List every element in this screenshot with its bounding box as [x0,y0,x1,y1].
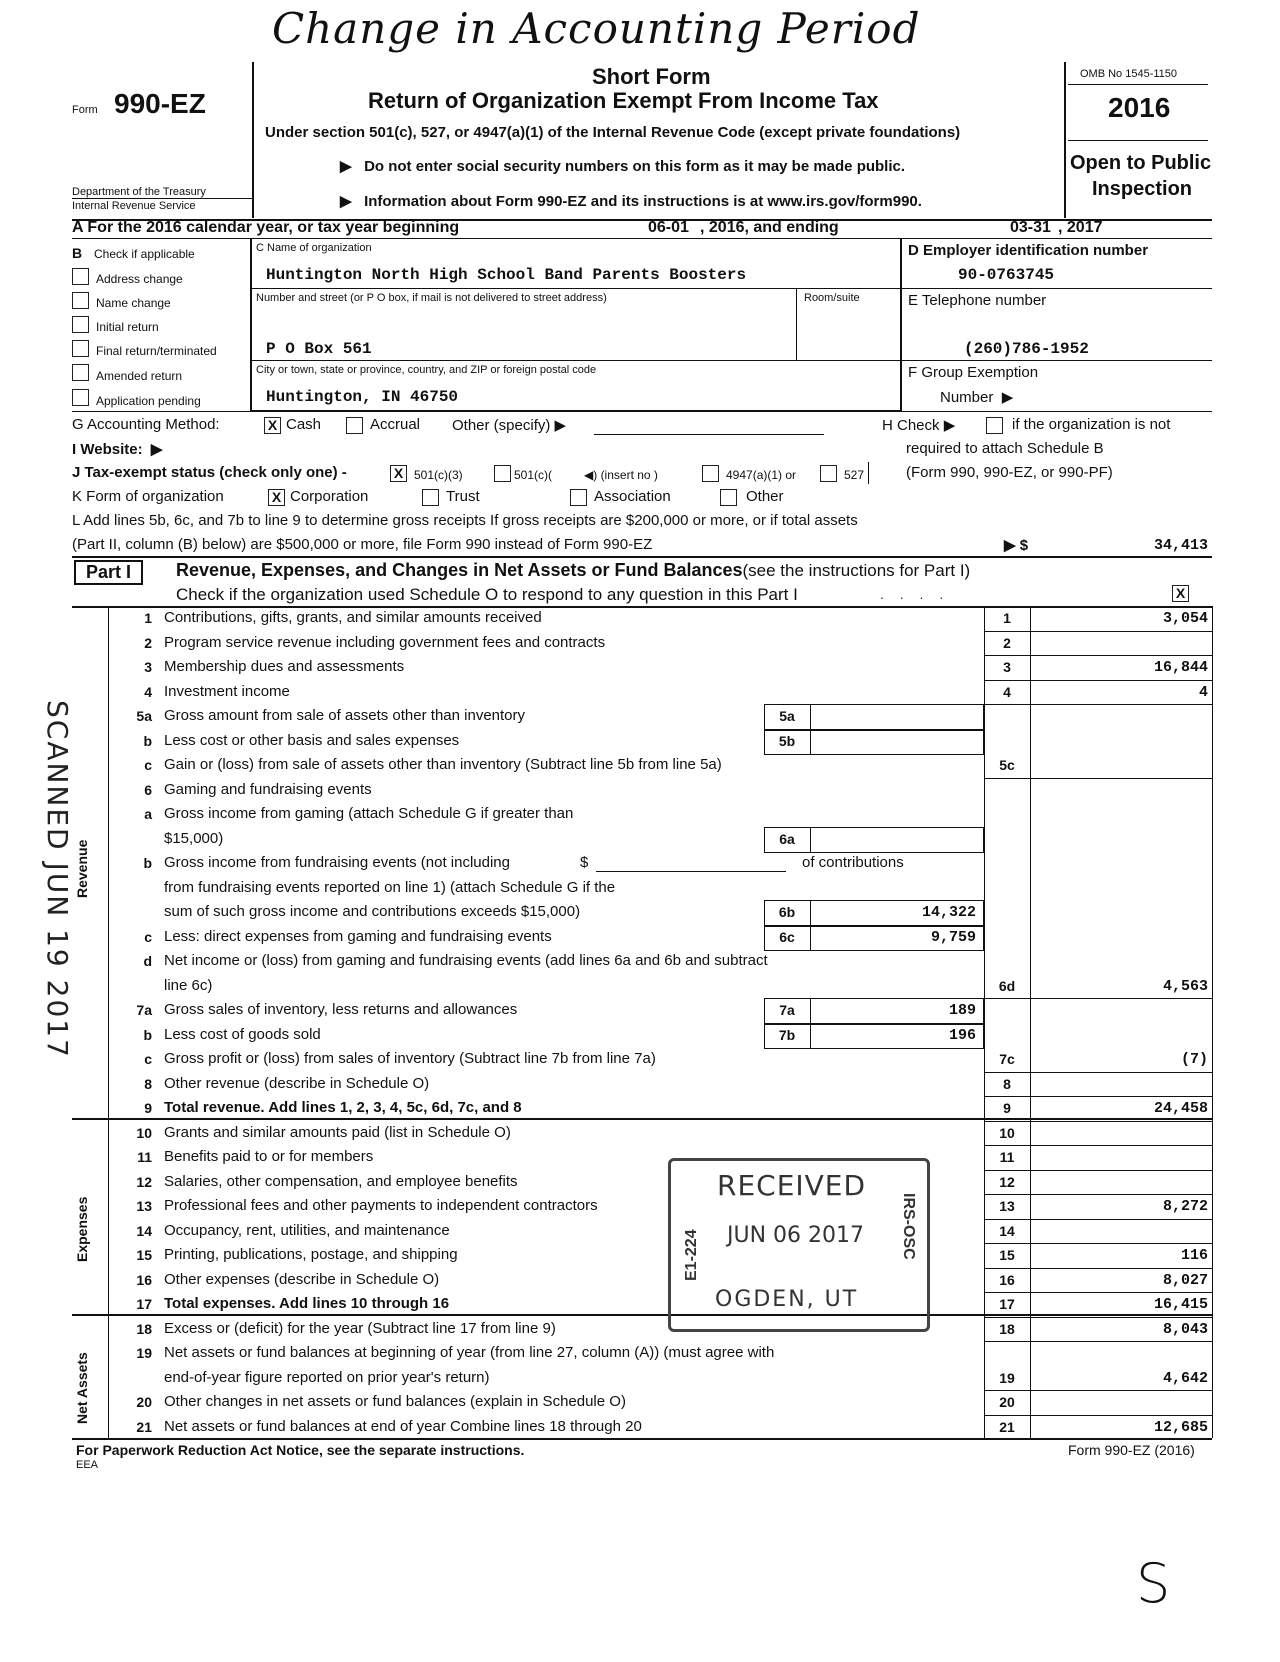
short-form-label: Short Form [592,64,711,89]
line-box-label: 4 [1003,683,1011,700]
line-description: Net income or (loss) from gaming and fundraising events (add lines 6a and 6b and subtract [164,952,768,969]
subline-box-label: 6b [778,904,796,920]
line-description: end-of-year figure reported on prior year's return) [164,1368,490,1386]
line-h-text3: (Form 990, 990-EZ, or 990-PF) [906,464,1113,481]
handwritten-page-mark: S [1136,1552,1171,1615]
line-box-bottom [984,998,1212,999]
form-title: Return of Organization Exempt From Income Tax [368,88,879,113]
line-box-bottom [984,1194,1212,1195]
line-description: Gaming and fundraising events [164,780,372,798]
line-number: a [144,806,152,822]
schedule-o-checkbox[interactable]: X [1172,585,1189,602]
line-box-label: 18 [999,1320,1015,1337]
line-a-end-year: , 2017 [1058,219,1103,236]
line-number: c [144,1051,152,1067]
501c-checkbox[interactable] [494,465,511,482]
line-number: 14 [136,1222,152,1239]
arrow-right-icon: ▶ [340,193,352,210]
line-box-label: 12 [999,1173,1015,1190]
line-description: Investment income [164,682,290,700]
cash-checkbox[interactable]: X [264,417,281,434]
tax-exempt-label: J Tax-exempt status (check only one) - [72,464,347,481]
line-l-text2: (Part II, column (B) below) are $500,000 or more, file Form 990 instead of Form 990-EZ [72,536,653,553]
name-change-checkbox[interactable] [72,292,89,309]
line-number: 12 [136,1173,152,1190]
subline-box-label: 7b [778,1026,796,1043]
line-description: Other changes in net assets or fund balances (explain in Schedule O) [164,1393,626,1410]
subline-amount-cell[interactable] [810,827,984,854]
corporation-label: Corporation [290,488,369,505]
expenses-side-label: Expenses [74,1196,90,1262]
line-description: Salaries, other compensation, and employee benefits [164,1172,518,1190]
dept-treasury: Department of the Treasury [72,186,206,198]
received-stamp [668,1158,930,1332]
line-h-text2: required to attach Schedule B [906,440,1104,457]
line-number: 21 [136,1418,152,1435]
revenue-side-label: Revenue [74,839,90,898]
line-box-label: 6d [998,977,1016,994]
line-box-bottom [984,1170,1212,1171]
line-number: 18 [136,1320,152,1337]
line-amount: 16,415 [1153,1296,1208,1313]
ein-value: 90-0763745 [958,266,1055,284]
line-a-text: A For the 2016 calendar year, or tax year beginning [72,219,460,236]
eea-label: EEA [76,1459,99,1471]
org-name: Huntington North High School Band Parents Boosters [266,266,747,284]
arrow-right-icon: ▶ [554,417,567,434]
final-return-checkbox[interactable] [72,340,89,357]
form-word: Form [72,104,98,116]
bullet-ssn: ▶ Do not enter social security numbers on this form as it may be made public. [340,158,906,175]
fundraising-dollar: $ [580,854,589,871]
bullet-irs: ▶ Information about Form 990-EZ and its instructions is at www.irs.gov/form990. [340,193,922,210]
line-amount: 3,054 [1162,610,1208,627]
corporation-checkbox[interactable]: X [268,489,285,506]
other-specify-label: Other (specify) ▶ [452,417,567,434]
501c3-checkbox[interactable]: X [390,465,407,482]
section-b-letter: B [72,245,83,261]
line-description: Less cost or other basis and sales expenses [164,731,460,749]
website-label: I Website: ▶ [72,441,163,458]
line-description: Printing, publications, postage, and shipping [164,1246,458,1263]
527-label: 527 [844,468,865,482]
4947-checkbox[interactable] [702,465,719,482]
line-number: 10 [136,1124,152,1141]
line-description: Net assets or fund balances at beginning of year (from line 27, column (A)) (must agree with [164,1344,775,1361]
subline-box-label: 6a [779,830,795,847]
arrow-right-icon: ▶ [340,158,352,175]
line-number: d [143,953,152,969]
line-amount: 8,043 [1162,1320,1208,1338]
form-footer-ref: Form 990-EZ (2016) [1068,1442,1195,1458]
line-number: 8 [144,1075,152,1092]
line-number: b [143,855,152,871]
application-pending-checkbox[interactable] [72,389,89,406]
subline-amount: 189 [948,1002,976,1019]
501c3-label: 501(c)(3) [414,468,463,482]
city-state-zip: Huntington, IN 46750 [266,388,459,406]
subline-box-label: 5b [778,732,796,749]
line-description: Gross amount from sale of assets other than inventory [164,707,526,724]
paperwork-notice: For Paperwork Reduction Act Notice, see the separate instructions. [76,1442,525,1458]
subline-box-label: 6c [779,928,795,945]
omb-number: OMB No 1545-1150 [1080,68,1178,80]
line-amount: 16,844 [1153,659,1208,676]
ein-label: D Employer identification number [908,242,1149,259]
line-number: b [143,732,152,749]
line-h-text1: if the organization is not [1012,416,1171,433]
stamp-left-code: E1-224 [683,1229,700,1281]
trust-checkbox[interactable] [422,489,439,506]
line-box-bottom [984,1292,1212,1293]
line-box-label: 7c [999,1051,1015,1067]
line-box-label: 15 [999,1247,1015,1263]
subline-box-label: 7a [779,1002,795,1018]
line-number: 4 [144,683,152,700]
association-checkbox[interactable] [570,489,587,506]
stamp-right-code: IRS-OSC [900,1193,917,1260]
line-box-label: 20 [999,1394,1015,1410]
line-box-bottom [984,1390,1212,1391]
subline-amount-cell[interactable] [810,704,984,731]
arrow-left-icon: ◀ [584,468,594,482]
line-description: Less cost of goods sold [164,1025,321,1043]
line-description: Total expenses. Add lines 10 through 16 [164,1295,450,1312]
line-description: Net assets or fund balances at end of year Combine lines 18 through 20 [164,1417,642,1435]
line-description: Excess or (deficit) for the year (Subtract line 17 from line 9) [164,1319,556,1337]
amended-return-label: Amended return [96,369,183,383]
line-description: $15,000) [164,829,224,847]
line-amount: 4,642 [1162,1369,1208,1387]
handwritten-title: Change in Accounting Period [272,4,921,53]
line-box-bottom [984,1243,1212,1244]
subline-amount-cell[interactable] [810,729,984,756]
name-change-label: Name change [96,296,171,310]
line-number: 19 [136,1345,152,1361]
trust-label: Trust [446,488,480,505]
line-number: 20 [136,1394,152,1410]
501c-label: 501(c)( [514,468,553,482]
line-description: Gain or (loss) from sale of assets other than inventory (Subtract line 5b from line 5a) [164,756,722,773]
line-description: Grants and similar amounts paid (list in Schedule O) [164,1123,511,1141]
line-amount: 24,458 [1153,1100,1208,1117]
line-box-bottom [984,1268,1212,1269]
fundraising-amount-line[interactable] [596,871,786,872]
group-number-label: Number ▶ [940,389,1014,406]
line-box-bottom [984,778,1212,779]
line-description: Less: direct expenses from gaming and fundraising events [164,927,552,945]
line-box-label: 17 [999,1296,1015,1312]
insert-no-label: ◀) (insert no ) [584,468,658,482]
arrow-right-icon: ▶ [943,417,956,434]
stamp-received: RECEIVED [717,1169,867,1202]
cash-label: Cash [286,416,322,433]
address-change-checkbox[interactable] [72,268,89,285]
line-number: b [143,1026,152,1043]
line-box-label: 9 [1003,1100,1011,1116]
line-box-label: 1 [1003,610,1011,626]
line-description: Program service revenue including government fees and contracts [164,633,606,651]
gross-receipts-amount: 34,413 [1153,537,1208,554]
line-description: Gross sales of inventory, less returns and allowances [164,1001,518,1018]
stamp-date: JUN 06 2017 [727,1223,865,1248]
line-description: Other expenses (describe in Schedule O) [164,1270,440,1288]
section-b-title: Check if applicable [94,247,195,261]
line-description: Other revenue (describe in Schedule O) [164,1074,430,1092]
line-number: 1 [144,610,152,626]
line-box-label: 5c [999,757,1015,773]
line-number: 11 [137,1149,152,1165]
line-box-bottom [984,655,1212,656]
other-org-checkbox[interactable] [720,489,737,506]
line-box-bottom [984,680,1212,681]
final-return-label: Final return/terminated [96,344,217,358]
line-description: Occupancy, rent, utilities, and maintenance [164,1221,450,1239]
schedule-b-checkbox[interactable] [986,417,1003,434]
arrow-right-icon: ▶ [1001,389,1014,406]
line-amount: 116 [1180,1247,1208,1264]
line-a-begin: 06-01 [648,219,689,236]
association-label: Association [594,488,671,505]
open-to-public: Open to Public [1070,152,1212,174]
line-l-dollar: ▶ $ [1004,537,1029,554]
line-amount: 4,563 [1162,977,1208,995]
line-description: from fundraising events reported on line 1) (attach Schedule G if the [164,878,616,896]
subline-amount: 196 [948,1026,976,1044]
scanned-stamp: SCANNED JUN 19 2017 [41,700,74,1059]
fundraising-contributions-label: of contributions [802,854,904,871]
line-number: 17 [136,1296,152,1312]
group-exemption-label: F Group Exemption [908,364,1039,381]
address-change-label: Address change [96,272,183,286]
telephone-value: (260)786-1952 [964,340,1089,358]
accrual-label: Accrual [370,416,421,433]
net-assets-side-label: Net Assets [74,1352,90,1424]
line-number: 3 [144,659,152,675]
accrual-checkbox[interactable] [346,417,363,434]
initial-return-label: Initial return [96,320,159,334]
line-box-label: 19 [999,1369,1015,1386]
arrow-right-icon: ▶ [1004,537,1016,554]
line-box-bottom [984,1096,1212,1097]
irs-label: Internal Revenue Service [72,200,196,212]
line-number: 6 [144,781,152,798]
line-box-bottom [984,631,1212,632]
schedule-o-check-text: Check if the organization used Schedule O to respond to any question in this Part I [176,585,798,604]
line-amount: (7) [1180,1051,1208,1068]
line-h-check: H Check ▶ [882,417,956,434]
line-description: Professional fees and other payments to independent contractors [164,1197,598,1214]
line-amount: 8,027 [1162,1271,1208,1289]
line-box-label: 21 [999,1418,1015,1435]
form-number: 990-EZ [114,88,206,119]
527-checkbox[interactable] [820,465,837,482]
line-box-bottom [984,1219,1212,1220]
line-box-label: 16 [999,1271,1015,1288]
line-amount: 4 [1198,683,1208,701]
telephone-label: E Telephone number [908,292,1047,309]
line-box-bottom [984,1145,1212,1146]
line-description: Contributions, gifts, grants, and similar amounts received [164,609,542,626]
line-box-label: 11 [999,1149,1015,1165]
subline-amount: 14,322 [921,904,976,921]
line-box-label: 8 [1003,1075,1011,1092]
line-box-label: 2 [1003,634,1011,651]
part-1-label: Part I [74,560,143,585]
line-number: 7a [136,1002,152,1018]
subline-box-label: 5a [779,708,795,724]
line-amount: 12,685 [1153,1418,1208,1436]
line-l-text1: L Add lines 5b, 6c, and 7b to line 9 to determine gross receipts If gross receipts are $200,000 or more, or if total assets [72,512,858,529]
application-pending-label: Application pending [96,394,201,408]
line-box-bottom [984,1072,1212,1073]
amended-return-checkbox[interactable] [72,364,89,381]
room-suite-label: Room/suite [804,292,860,304]
line-box-label: 10 [999,1124,1015,1141]
accounting-method-label: G Accounting Method: [72,416,220,433]
initial-return-checkbox[interactable] [72,316,89,333]
line-number: c [144,928,152,945]
line-box-label: 13 [999,1198,1015,1214]
org-name-label: C Name of organization [256,242,372,254]
line-box-label: 3 [1003,659,1011,675]
line-box-bottom [984,1121,1212,1122]
line-number: c [144,757,152,773]
line-box-bottom [984,704,1212,705]
line-description: Gross profit or (loss) from sales of inventory (Subtract line 7b from line 7a) [164,1050,656,1067]
line-box-bottom [984,1439,1212,1440]
subline-amount: 9,759 [930,928,976,946]
line-a-mid: , 2016, and ending [700,219,839,236]
line-box-bottom [984,1415,1212,1416]
line-description: sum of such gross income and contributions exceeds $15,000) [164,903,581,920]
line-description: Gross income from gaming (attach Schedule G if greater than [164,805,574,822]
stamp-city: OGDEN, UT [715,1287,859,1312]
line-box-bottom [984,1341,1212,1342]
street-label: Number and street (or P O box, if mail is not delivered to street address) [256,292,607,304]
line-box-label: 14 [999,1222,1015,1239]
line-description: Gross income from fundraising events (not including [164,854,510,871]
line-description: Membership dues and assessments [164,658,405,675]
line-number: 16 [136,1271,152,1288]
form-subtitle: Under section 501(c), 527, or 4947(a)(1) of the Internal Revenue Code (except private foundations) [265,124,961,141]
tax-year: 2016 [1108,92,1171,123]
line-box-bottom [984,1317,1212,1318]
line-description: Total revenue. Add lines 1, 2, 3, 4, 5c, 6d, 7c, and 8 [164,1099,522,1116]
inspection-label: Inspection [1092,178,1193,200]
part-1-title: Revenue, Expenses, and Changes in Net Assets or Fund Balances(see the instructions for Part I) [176,560,971,580]
line-number: 15 [136,1247,152,1263]
city-label: City or town, state or province, country, and ZIP or foreign postal code [256,364,597,376]
line-description: Benefits paid to or for members [164,1148,374,1165]
line-a-end: 03-31 [1010,219,1051,236]
line-number: 13 [136,1198,152,1214]
line-description: line 6c) [164,976,213,994]
line-number: 5a [136,708,152,724]
arrow-right-icon: ▶ [150,441,163,458]
line-number: 9 [144,1100,152,1116]
4947-label: 4947(a)(1) or [726,468,797,482]
line-number: 2 [144,634,152,651]
form-of-org-label: K Form of organization [72,488,224,505]
street-address: P O Box 561 [266,340,372,358]
line-amount: 8,272 [1162,1198,1208,1215]
other-org-label: Other [746,488,784,505]
other-specify-line[interactable] [594,434,824,435]
